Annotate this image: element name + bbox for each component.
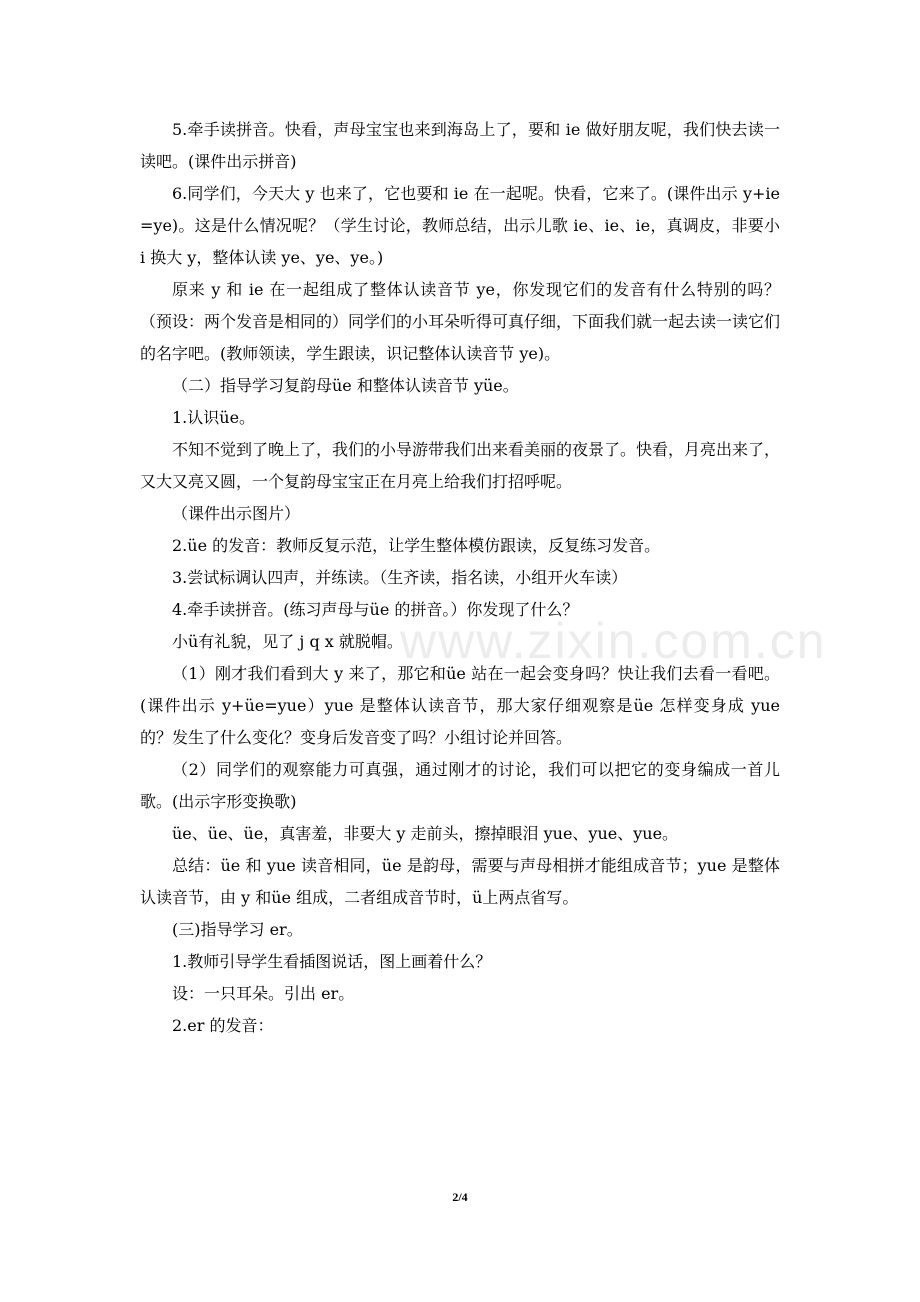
paragraph-ue-pronunciation: 2.üe 的发音：教师反复示范，让学生整体模仿跟读，反复练习发音。 (172, 536, 661, 555)
paragraph-ear: 设：一只耳朵。引出 er。 (172, 984, 355, 1003)
page-content (140, 114, 780, 1042)
paragraph-5-pinyin-reading: 5.牵手读拼音。快看，声母宝宝也来到海岛上了，要和 ie 做好朋友呢，我们快去读一读吧。(课件出示拼音) (140, 120, 780, 171)
page-number: 2/4 (452, 1190, 468, 1204)
watermark: www.zixin.com.cn (400, 613, 827, 669)
paragraph-jqx-rule: 小ü有礼貌，见了 j q x 就脱帽。 (172, 632, 403, 651)
paragraph-6-big-y: 6.同学们，今天大 y 也来了，它也要和 ie 在一起呢。快看，它来了。(课件出示 y+ie=ye)。这是什么情况呢？（学生讨论，教师总结，出示儿歌 ie、ie、ie，真调皮，非要小 i 换大 y，整体认读 ye、ye、ye。) (140, 184, 780, 267)
paragraph-night-scene: 不知不觉到了晚上了，我们的小导游带我们出来看美丽的夜景了。快看，月亮出来了，又大又亮又圆，一个复韵母宝宝正在月亮上给我们打招呼呢。 (140, 440, 781, 491)
section-heading-2: （二）指导学习复韵母üe 和整体认读音节 yüe。 (172, 376, 519, 395)
paragraph-four-tones: 3.尝试标调认四声，并练读。（生齐读，指名读，小组开火车读） (172, 568, 628, 587)
paragraph-pinyin-practice: 4.牵手读拼音。(练习声母与üe 的拼音。）你发现了什么？ (172, 600, 579, 619)
paragraph-er-pronunciation: 2.er 的发音： (172, 1016, 274, 1035)
paragraph-illustration: 1.教师引导学生看插图说话，图上画着什么？ (172, 952, 492, 971)
section-heading-3: (三)指导学习 er。 (172, 920, 303, 939)
paragraph-recognize-ue: 1.认识üe。 (172, 408, 256, 427)
paragraph-summary: 总结：üe 和 yue 读音相同，üe 是韵母，需要与声母相拼才能组成音节；yue 是整体认读音节，由 y 和üe 组成，二者组成音节时，ü上两点省写。 (140, 856, 780, 907)
paragraph-song-lyrics: üe、üe、üe，真害羞，非要大 y 走前头，擦掉眼泪 yue、yue、yue。 (172, 824, 679, 843)
paragraph-yue-transform: （1）刚才我们看到大 y 来了，那它和üe 站在一起会变身吗？快让我们去看一看吧。(课件出示 y+üe=yue）yue 是整体认读音节，那大家仔细观察是üe 怎样变身成 yue 的？发生了什么变化？变身后发音变了吗？小组讨论并回答。 (140, 664, 780, 747)
paragraph-show-picture: （课件出示图片） (172, 504, 301, 523)
paragraph-children-song: （2）同学们的观察能力可真强，通过刚才的讨论，我们可以把它的变身编成一首儿歌。(出示字形变换歌) (140, 760, 780, 811)
paragraph-ye-explanation: 原来 y 和 ie 在一起组成了整体认读音节 ye，你发现它们的发音有什么特别的吗？（预设：两个发音是相同的）同学们的小耳朵听得可真仔细，下面我们就一起去读一读它们的名字吧。(教师领读，学生跟读，识记整体认读音节 ye)。 (140, 280, 781, 363)
